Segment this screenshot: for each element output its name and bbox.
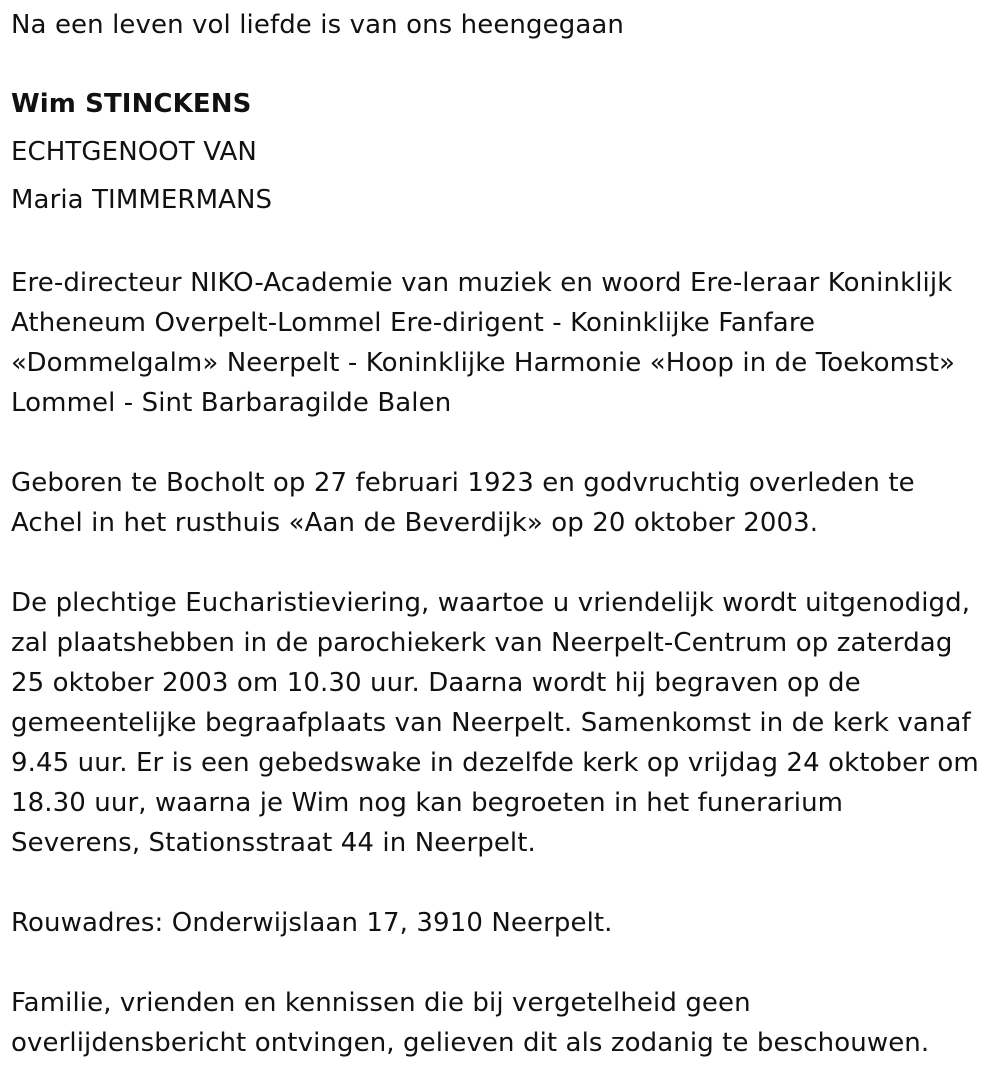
titles-line: Atheneum Overpelt-Lommel Ere-dirigent - Koninklijke Fanfare	[11, 308, 816, 338]
ceremony-line: De plechtige Eucharistieviering, waartoe u vriendelijk wordt uitgenodigd,	[11, 588, 971, 618]
death-notice	[11, 0, 996, 1063]
ceremony-line: Severens, Stationsstraat 44 in Neerpelt.	[11, 828, 536, 858]
birth-death-line: Geboren te Bocholt op 27 februari 1923 en godvruchtig overleden te	[11, 468, 915, 498]
titles-line: Lommel - Sint Barbaragilde Balen	[11, 388, 452, 418]
ceremony-line: 25 oktober 2003 om 10.30 uur. Daarna wordt hij begraven op de	[11, 668, 861, 698]
birth-death-paragraph	[11, 463, 996, 543]
intro-line: Na een leven vol liefde is van ons heengegaan	[11, 10, 624, 40]
relation-label: ECHTGENOOT VAN	[11, 137, 257, 167]
address-paragraph	[11, 903, 996, 943]
closing-line: Familie, vrienden en kennissen die bij vergetelheid geen	[11, 988, 751, 1018]
mourning-address: Rouwadres: Onderwijslaan 17, 3910 Neerpelt.	[11, 908, 613, 938]
ceremony-paragraph	[11, 583, 996, 863]
ceremony-line: zal plaatshebben in de parochiekerk van Neerpelt-Centrum op zaterdag	[11, 628, 953, 658]
titles-paragraph	[11, 263, 996, 423]
closing-paragraph	[11, 983, 996, 1063]
titles-line: Ere-directeur NIKO-Academie van muziek en woord Ere-leraar Koninklijk	[11, 268, 953, 298]
ceremony-line: 18.30 uur, waarna je Wim nog kan begroeten in het funerarium	[11, 788, 844, 818]
birth-death-line: Achel in het rusthuis «Aan de Beverdijk» op 20 oktober 2003.	[11, 508, 819, 538]
ceremony-line: gemeentelijke begraafplaats van Neerpelt. Samenkomst in de kerk vanaf	[11, 708, 971, 738]
titles-line: «Dommelgalm» Neerpelt - Koninklijke Harmonie «Hoop in de Toekomst»	[11, 348, 955, 378]
spouse-name: Maria TIMMERMANS	[11, 185, 273, 215]
deceased-name: Wim STINCKENS	[11, 89, 252, 119]
ceremony-line: 9.45 uur. Er is een gebedswake in dezelfde kerk op vrijdag 24 oktober om	[11, 748, 979, 778]
name-block	[11, 80, 996, 224]
closing-line: overlijdensbericht ontvingen, gelieven dit als zodanig te beschouwen.	[11, 1028, 930, 1058]
